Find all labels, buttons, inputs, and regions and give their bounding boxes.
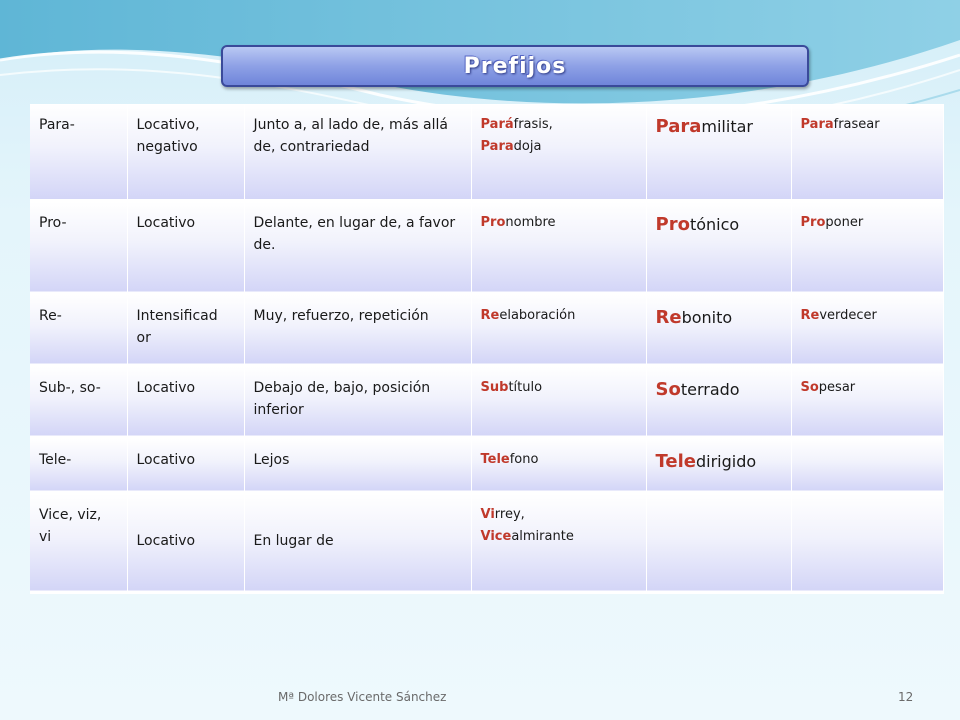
example-prefix: Para <box>480 139 514 154</box>
table-row <box>30 104 943 200</box>
example-cell <box>791 293 943 365</box>
example-prefix: So <box>655 378 681 400</box>
example-word <box>481 305 637 327</box>
example-root: nombre <box>505 214 556 230</box>
example-cell <box>791 365 943 437</box>
example-cell-large <box>646 365 791 437</box>
prefix-cell: Para- <box>30 104 127 200</box>
example-root: elaboración <box>499 307 576 323</box>
example-cell-large <box>646 200 791 293</box>
type-cell: Locativo, negativo <box>127 104 244 200</box>
example-word <box>481 526 637 548</box>
example-root: fono <box>509 451 539 467</box>
example-cell <box>791 200 943 293</box>
example-cell <box>471 492 646 592</box>
example-prefix: Vi <box>480 506 495 522</box>
meaning-cell: Lejos <box>244 437 471 492</box>
example-root: rrey, <box>494 506 525 522</box>
example-root: pesar <box>818 379 856 395</box>
table-row <box>30 492 943 592</box>
example-cell <box>471 104 646 200</box>
example-root: frasear <box>833 117 880 132</box>
example-prefix: Para <box>655 116 702 137</box>
table-row <box>30 200 943 293</box>
example-prefix: Tele <box>480 451 510 467</box>
example-word <box>481 504 637 526</box>
example-prefix: Re <box>655 306 682 328</box>
example-root: título <box>508 379 543 395</box>
prefix-table <box>30 104 944 594</box>
prefix-cell: Re- <box>30 293 127 365</box>
example-root: verdecer <box>819 307 877 323</box>
example-prefix: Para <box>800 117 834 132</box>
meaning-cell: Muy, refuerzo, repetición <box>244 293 471 365</box>
footer-author: Mª Dolores Vicente Sánchez <box>278 690 447 704</box>
meaning-cell: Debajo de, bajo, posición inferior <box>244 365 471 437</box>
meaning-cell: Junto a, al lado de, más allá de, contrariedad <box>244 104 471 200</box>
example-cell-large <box>646 104 791 200</box>
example-cell <box>471 365 646 437</box>
type-cell: Locativo <box>127 437 244 492</box>
example-root: almirante <box>511 528 574 544</box>
example-word <box>481 377 637 399</box>
example-root: doja <box>513 139 542 154</box>
prefix-cell: Sub-, so- <box>30 365 127 437</box>
meaning-cell: En lugar de <box>244 492 471 592</box>
example-prefix: Tele <box>655 450 696 472</box>
prefix-cell: Tele- <box>30 437 127 492</box>
example-cell <box>791 492 943 592</box>
example-root: dirigido <box>695 451 757 471</box>
example-root: tónico <box>689 214 740 234</box>
example-prefix: Sub <box>480 379 509 395</box>
example-prefix: So <box>800 379 819 395</box>
example-word <box>481 136 637 158</box>
example-cell-large <box>646 293 791 365</box>
example-prefix: Pro <box>480 214 506 230</box>
example-prefix: Pro <box>655 213 690 235</box>
type-cell: Intensificad or <box>127 293 244 365</box>
example-prefix: Pro <box>800 214 826 230</box>
table-row <box>30 365 943 437</box>
example-cell <box>471 200 646 293</box>
example-root: poner <box>825 214 864 230</box>
example-root: militar <box>701 117 753 136</box>
example-cell <box>471 437 646 492</box>
table-row <box>30 293 943 365</box>
example-word <box>481 114 637 136</box>
title-banner <box>221 45 809 87</box>
prefix-cell: Vice, viz, vi <box>30 492 127 592</box>
example-word <box>481 449 637 471</box>
type-cell: Locativo <box>127 365 244 437</box>
example-prefix: Pará <box>480 117 514 132</box>
example-prefix: Vice <box>480 528 512 544</box>
example-cell <box>471 293 646 365</box>
type-cell: Locativo <box>127 492 244 592</box>
meaning-cell: Delante, en lugar de, a favor de. <box>244 200 471 293</box>
page-number: 12 <box>898 690 914 704</box>
example-word <box>481 212 637 234</box>
example-cell <box>791 437 943 492</box>
type-cell: Locativo <box>127 200 244 293</box>
example-cell-large <box>646 437 791 492</box>
prefix-cell: Pro- <box>30 200 127 293</box>
example-root: terrado <box>680 379 740 399</box>
example-root: bonito <box>681 307 733 327</box>
example-cell-large <box>646 492 791 592</box>
page-title: Prefijos <box>463 53 567 79</box>
table-row <box>30 437 943 492</box>
example-cell <box>791 104 943 200</box>
example-prefix: Re <box>800 307 820 323</box>
example-root: frasis, <box>513 117 553 132</box>
example-prefix: Re <box>480 307 500 323</box>
